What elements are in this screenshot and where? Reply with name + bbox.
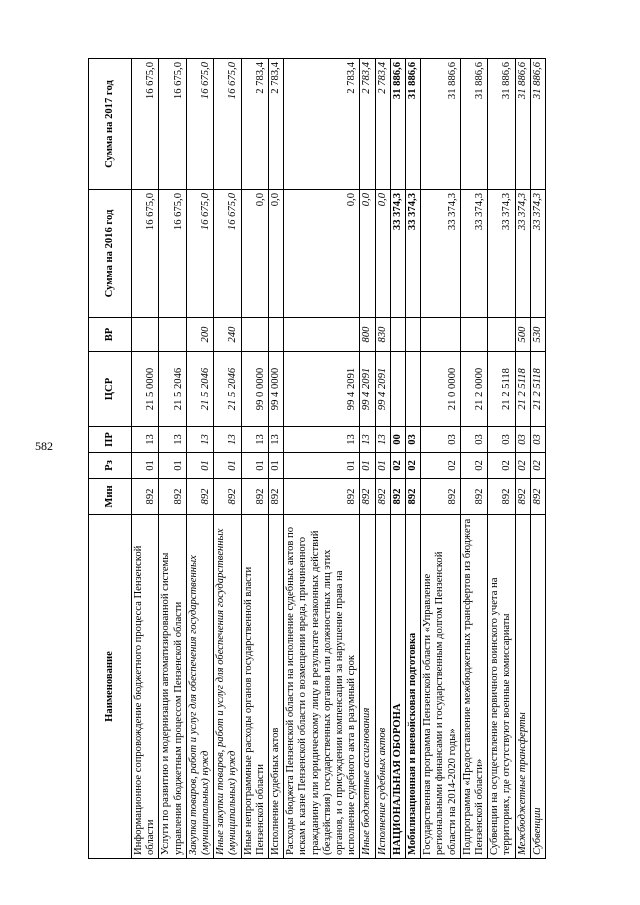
cell-rz: 01: [269, 453, 284, 479]
cell-min: 892: [360, 479, 375, 515]
cell-csr: 99 4 2091: [375, 352, 390, 427]
cell-csr: 21 5 2046: [159, 352, 186, 427]
table-row: [530, 59, 545, 859]
cell-csr: 21 5 2046: [214, 352, 241, 427]
cell-pr: 13: [375, 427, 390, 453]
cell-min: 892: [488, 479, 515, 515]
cell-min: 892: [241, 479, 268, 515]
cell-sum-2016: 33 374,3: [460, 190, 487, 318]
cell-csr: [406, 352, 421, 427]
cell-min: 892: [390, 479, 405, 515]
cell-sum-2016: 0,0: [241, 190, 268, 318]
cell-sum-2017: 16 675,0: [186, 59, 213, 190]
cell-sum-2016: 16 675,0: [159, 190, 186, 318]
cell-csr: 21 0 0000: [421, 352, 461, 427]
cell-sum-2016: 33 374,3: [421, 190, 461, 318]
cell-name: Информационное сопровождение бюджетного процесса Пензенской области: [132, 515, 159, 859]
cell-csr: 21 5 0000: [132, 352, 159, 427]
cell-sum-2016: 33 374,3: [515, 190, 530, 318]
cell-rz: 02: [488, 453, 515, 479]
cell-vr: [488, 318, 515, 352]
cell-vr: [284, 318, 360, 352]
cell-sum-2017: 31 886,6: [530, 59, 545, 190]
cell-name: Исполнение судебных актов: [269, 515, 284, 859]
header-min: Мин: [89, 479, 132, 515]
cell-sum-2016: 0,0: [284, 190, 360, 318]
cell-rz: 02: [515, 453, 530, 479]
table-row: [460, 59, 487, 859]
cell-csr: 21 2 5118: [515, 352, 530, 427]
cell-pr: 13: [214, 427, 241, 453]
header-csr: ЦСР: [89, 352, 132, 427]
cell-vr: 500: [515, 318, 530, 352]
cell-rz: 02: [390, 453, 405, 479]
cell-vr: 830: [375, 318, 390, 352]
cell-rz: 02: [460, 453, 487, 479]
cell-csr: 21 2 5118: [488, 352, 515, 427]
table-row: [186, 59, 213, 859]
cell-min: 892: [421, 479, 461, 515]
cell-pr: 13: [241, 427, 268, 453]
cell-sum-2016: 33 374,3: [488, 190, 515, 318]
cell-rz: 01: [284, 453, 360, 479]
page-number: 582: [35, 439, 53, 453]
cell-min: 892: [460, 479, 487, 515]
cell-pr: 03: [515, 427, 530, 453]
table-row: [375, 59, 390, 859]
budget-table: [88, 58, 546, 859]
cell-name: Межбюджетные трансферты: [515, 515, 530, 859]
header-pr: ПР: [89, 427, 132, 453]
cell-vr: [159, 318, 186, 352]
cell-name: Субвенции на осуществление первичного воинского учета на территориях, где отсутствуют военные комиссариаты: [488, 515, 515, 859]
cell-vr: 240: [214, 318, 241, 352]
cell-vr: [406, 318, 421, 352]
cell-rz: 01: [159, 453, 186, 479]
cell-min: 892: [375, 479, 390, 515]
cell-min: 892: [186, 479, 213, 515]
cell-sum-2016: 0,0: [360, 190, 375, 318]
cell-min: 892: [214, 479, 241, 515]
cell-pr: 13: [269, 427, 284, 453]
cell-min: 892: [132, 479, 159, 515]
cell-sum-2017: 31 886,6: [488, 59, 515, 190]
cell-sum-2016: 16 675,0: [132, 190, 159, 318]
cell-name: Расходы бюджета Пензенской области на исполнение судебных актов по искам к казне Пензенской области о возмещении вреда, причиненного гражданину или юридическому лицу в результате незаконных действий (бездействия) государственных органов или должностных лиц этих органов, и о присуждении компенсации за нарушение права на исполнение судебного акта в разумный срок: [284, 515, 360, 859]
header-rz: Рз: [89, 453, 132, 479]
cell-rz: 01: [186, 453, 213, 479]
table-row: [159, 59, 186, 859]
cell-pr: 13: [132, 427, 159, 453]
cell-rz: 02: [406, 453, 421, 479]
table-row: [241, 59, 268, 859]
cell-name: Иные закупки товаров, работ и услуг для обеспечения государственных (муниципальных) нужд: [214, 515, 241, 859]
cell-rz: 01: [132, 453, 159, 479]
cell-name: Закупка товаров, работ и услуг для обеспечения государственных (муниципальных) нужд: [186, 515, 213, 859]
cell-min: 892: [515, 479, 530, 515]
table-row: [488, 59, 515, 859]
cell-pr: 13: [284, 427, 360, 453]
cell-sum-2016: 16 675,0: [214, 190, 241, 318]
cell-sum-2016: 0,0: [375, 190, 390, 318]
cell-vr: 530: [530, 318, 545, 352]
header-vr: ВР: [89, 318, 132, 352]
table-row: [214, 59, 241, 859]
table-row: [390, 59, 405, 859]
cell-csr: 99 4 2091: [360, 352, 375, 427]
cell-name: НАЦИОНАЛЬНАЯ ОБОРОНА: [390, 515, 405, 859]
cell-sum-2017: 2 783,4: [269, 59, 284, 190]
cell-sum-2016: 33 374,3: [530, 190, 545, 318]
cell-sum-2017: 31 886,6: [460, 59, 487, 190]
cell-min: 892: [530, 479, 545, 515]
cell-pr: 13: [360, 427, 375, 453]
cell-pr: 03: [421, 427, 461, 453]
cell-pr: 03: [460, 427, 487, 453]
cell-vr: [421, 318, 461, 352]
cell-name: Подпрограмма «Предоставление межбюджетных трансфертов из бюджета Пензенской области»: [460, 515, 487, 859]
table-row: [360, 59, 375, 859]
cell-name: Услуги по развитию и модернизации автоматизированной системы управления бюджетным процессом Пензенской области: [159, 515, 186, 859]
cell-name: Иные непрограммные расходы органов государственной власти Пензенской области: [241, 515, 268, 859]
cell-rz: 01: [360, 453, 375, 479]
table-row: [284, 59, 360, 859]
cell-name: Субвенции: [530, 515, 545, 859]
cell-sum-2017: 16 675,0: [214, 59, 241, 190]
header-sum-2016: Сумма на 2016 год: [89, 190, 132, 318]
cell-sum-2017: 31 886,6: [515, 59, 530, 190]
cell-vr: [241, 318, 268, 352]
cell-min: 892: [269, 479, 284, 515]
cell-sum-2017: 2 783,4: [284, 59, 360, 190]
cell-vr: [390, 318, 405, 352]
header-name: Наименование: [89, 515, 132, 859]
cell-name: Иные бюджетные ассигнования: [360, 515, 375, 859]
cell-vr: [132, 318, 159, 352]
table-row: [406, 59, 421, 859]
cell-pr: 03: [530, 427, 545, 453]
table-row: [515, 59, 530, 859]
cell-sum-2016: 33 374,3: [406, 190, 421, 318]
cell-sum-2016: 0,0: [269, 190, 284, 318]
cell-rz: 01: [375, 453, 390, 479]
cell-name: Мобилизационная и вневойсковая подготовка: [406, 515, 421, 859]
cell-min: 892: [284, 479, 360, 515]
table-header-row: [89, 59, 132, 859]
cell-pr: 13: [159, 427, 186, 453]
cell-csr: 99 4 2091: [284, 352, 360, 427]
cell-csr: [390, 352, 405, 427]
table-row: [421, 59, 461, 859]
header-sum-2017: Сумма на 2017 год: [89, 59, 132, 190]
cell-min: 892: [159, 479, 186, 515]
cell-sum-2017: 31 886,6: [390, 59, 405, 190]
cell-vr: 800: [360, 318, 375, 352]
cell-vr: 200: [186, 318, 213, 352]
cell-pr: 03: [488, 427, 515, 453]
cell-sum-2017: 16 675,0: [132, 59, 159, 190]
cell-sum-2017: 2 783,4: [241, 59, 268, 190]
table-row: [269, 59, 284, 859]
cell-csr: 99 4 0000: [269, 352, 284, 427]
cell-sum-2017: 2 783,4: [375, 59, 390, 190]
cell-vr: [460, 318, 487, 352]
cell-csr: 99 0 0000: [241, 352, 268, 427]
cell-rz: 02: [421, 453, 461, 479]
cell-sum-2017: 31 886,6: [406, 59, 421, 190]
cell-vr: [269, 318, 284, 352]
cell-pr: 00: [390, 427, 405, 453]
cell-sum-2016: 33 374,3: [390, 190, 405, 318]
cell-csr: 21 2 5118: [530, 352, 545, 427]
cell-pr: 03: [406, 427, 421, 453]
cell-sum-2016: 16 675,0: [186, 190, 213, 318]
cell-min: 892: [406, 479, 421, 515]
cell-csr: 21 5 2046: [186, 352, 213, 427]
rotated-page: [88, 59, 599, 859]
table-row: [132, 59, 159, 859]
cell-sum-2017: 2 783,4: [360, 59, 375, 190]
cell-rz: 01: [214, 453, 241, 479]
cell-rz: 02: [530, 453, 545, 479]
cell-sum-2017: 31 886,6: [421, 59, 461, 190]
cell-pr: 13: [186, 427, 213, 453]
cell-name: Исполнение судебных актов: [375, 515, 390, 859]
cell-name: Государственная программа Пензенской области «Управление региональными финансами и государственным долгом Пензенской области на 2014-2020 годы»: [421, 515, 461, 859]
cell-rz: 01: [241, 453, 268, 479]
cell-csr: 21 2 0000: [460, 352, 487, 427]
cell-sum-2017: 16 675,0: [159, 59, 186, 190]
